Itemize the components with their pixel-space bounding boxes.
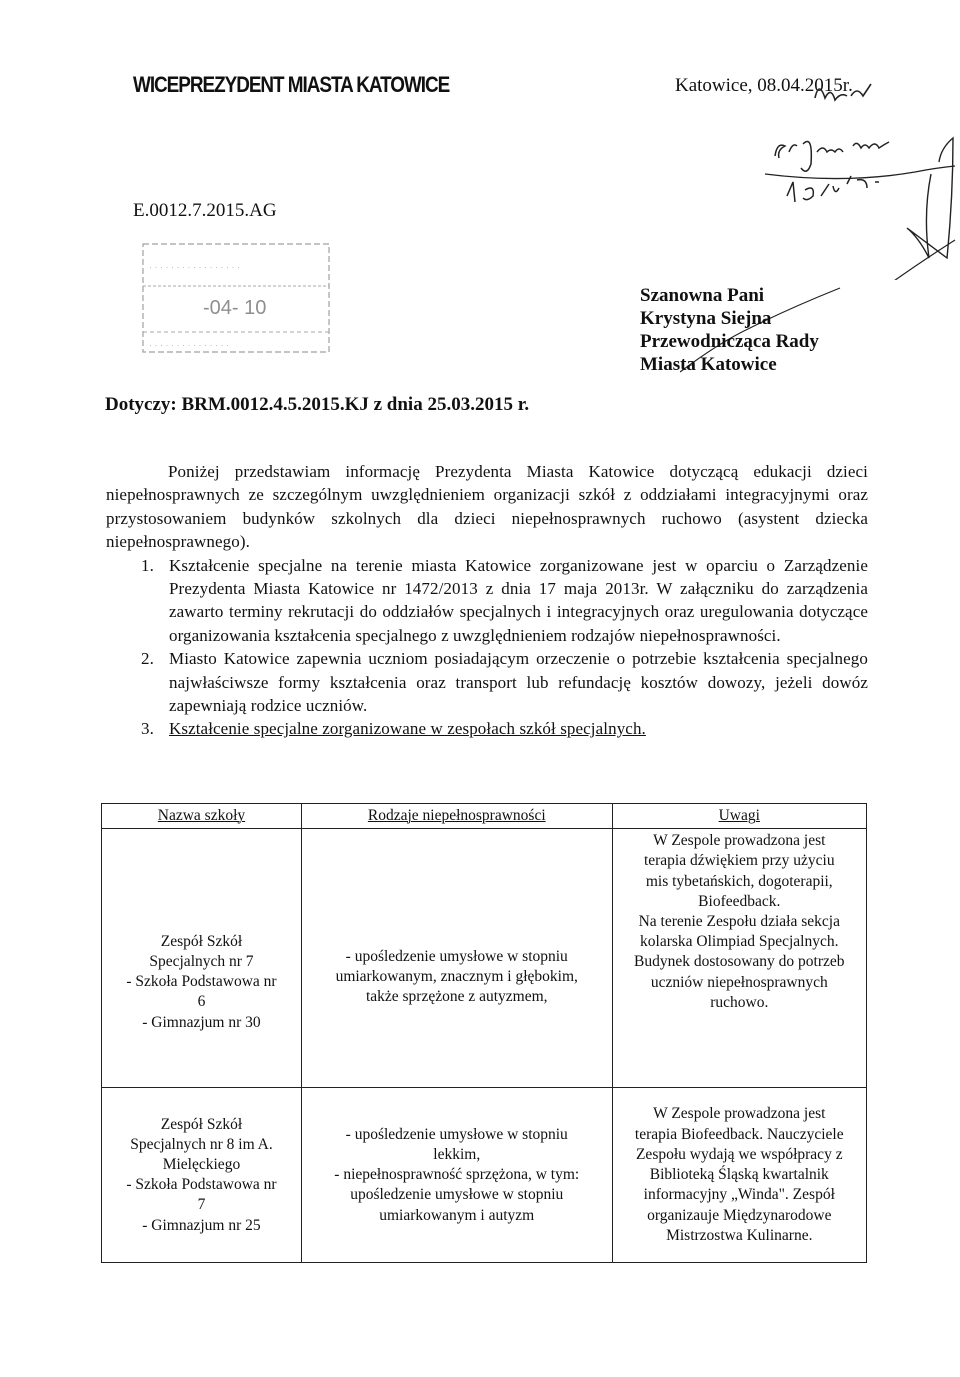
registry-stamp — [133, 240, 331, 358]
recipient-block — [640, 284, 819, 376]
svg-text:· · · · · · · · · · · · · · ·: · · · · · · · · · · · · · · · · · — [149, 262, 240, 272]
column-header: Rodzaje niepełnosprawności — [301, 804, 612, 829]
disability-cell: - upośledzenie umysłowe w stopniu umiarkowanym, znacznym i głębokim, także sprzężone z autyzmem, — [301, 829, 612, 1088]
subject-line: Dotyczy: BRM.0012.4.5.2015.KJ z dnia 25.03.2015 r. — [105, 394, 530, 415]
handwritten-annotation — [755, 70, 960, 280]
svg-text:· · · · · · · · · · · · · · ·: · · · · · · · · · · · · · · · — [149, 340, 229, 350]
school-name-cell: Zespół Szkół Specjalnych nr 7 - Szkoła Podstawowa nr 6 - Gimnazjum nr 30 — [102, 829, 302, 1088]
intro-paragraph: Poniżej przedstawiam informację Prezydenta Miasta Katowice dotyczącą edukacji dzieci niepełnosprawnych ze szczególnym uwzględnieniem organizacji szkół z oddziałami integracyjnymi oraz przystosowaniem budynków szkolnych dla dzieci niepełnosprawnych ruchowo (asystent dziecka niepełnosprawnego). — [106, 462, 868, 552]
table-row — [102, 829, 867, 1088]
schools-table — [101, 803, 867, 1263]
list-item: 2. Miasto Katowice zapewnia uczniom posiadającym orzeczenie o potrzebie kształcenia specjalnego najwłaściwsze formy kształcenia oraz transport lub refundację kosztów dowozy, jeżeli dowóz zapewniają rodzice uczniów. — [141, 649, 868, 716]
recipient-line: Szanowna Pani — [640, 285, 765, 306]
school-name-cell: Zespół Szkół Specjalnych nr 8 im A. Mielęckiego - Szkoła Podstawowa nr 7 - Gimnazjum nr 25 — [102, 1088, 302, 1263]
issuer-title: WICEPREZYDENT MIASTA KATOWICE — [133, 72, 450, 97]
numbered-list — [106, 554, 868, 741]
list-item: 1. Kształcenie specjalne na terenie miasta Katowice zorganizowane jest w oparciu o Zarządzenie Prezydenta Miasta Katowice nr 1472/2013 z dnia 17 maja 2013r. W załączniku do zarządzenia zawarto terminy rekrutacji do oddziałów specjalnych i integracyjnych oraz uregulowania dotyczące organizowania kształcenia specjalnego z uwzględnieniem rodzajów niepełnosprawności. — [141, 555, 868, 645]
recipient-line: Przewodnicząca Rady — [640, 331, 819, 352]
list-item: 3. Kształcenie specjalne zorganizowane w zespołach szkół specjalnych. — [141, 719, 646, 739]
letter-body — [106, 460, 868, 741]
column-header: Uwagi — [612, 804, 866, 829]
disability-cell: - upośledzenie umysłowe w stopniu lekkim, - niepełnosprawność sprzężona, w tym: upośledzenie umysłowe w stopniu umiarkowanym i autyzm — [301, 1088, 612, 1263]
column-header: Nazwa szkoły — [102, 804, 302, 829]
notes-cell: W Zespole prowadzona jest terapia Biofeedback. Nauczyciele Zespołu wydają we współpracy z Biblioteką Śląską kwartalnik informacyjny „Winda". Zespół organizauje Międzynarodowe Mistrzostwa Kulinarne. — [612, 1088, 866, 1263]
stamp-date: -04- 10 — [203, 297, 267, 319]
reference-number: E.0012.7.2015.AG — [133, 200, 277, 221]
table-row — [102, 1088, 867, 1263]
recipient-line: Krystyna Siejna — [640, 308, 772, 329]
recipient-line: Miasta Katowice — [640, 354, 777, 375]
place-date: Katowice, 08.04.2015r. — [675, 75, 853, 96]
notes-cell: W Zespole prowadzona jest terapia dźwiękiem przy użyciu mis tybetańskich, dogoterapii, Biofeedback. Na terenie Zespołu działa sekcja kolarska Olimpiad Specjalnych. Budynek dostosowany do potrzeb uczniów niepełnosprawnych ruchowo. — [612, 829, 866, 1088]
